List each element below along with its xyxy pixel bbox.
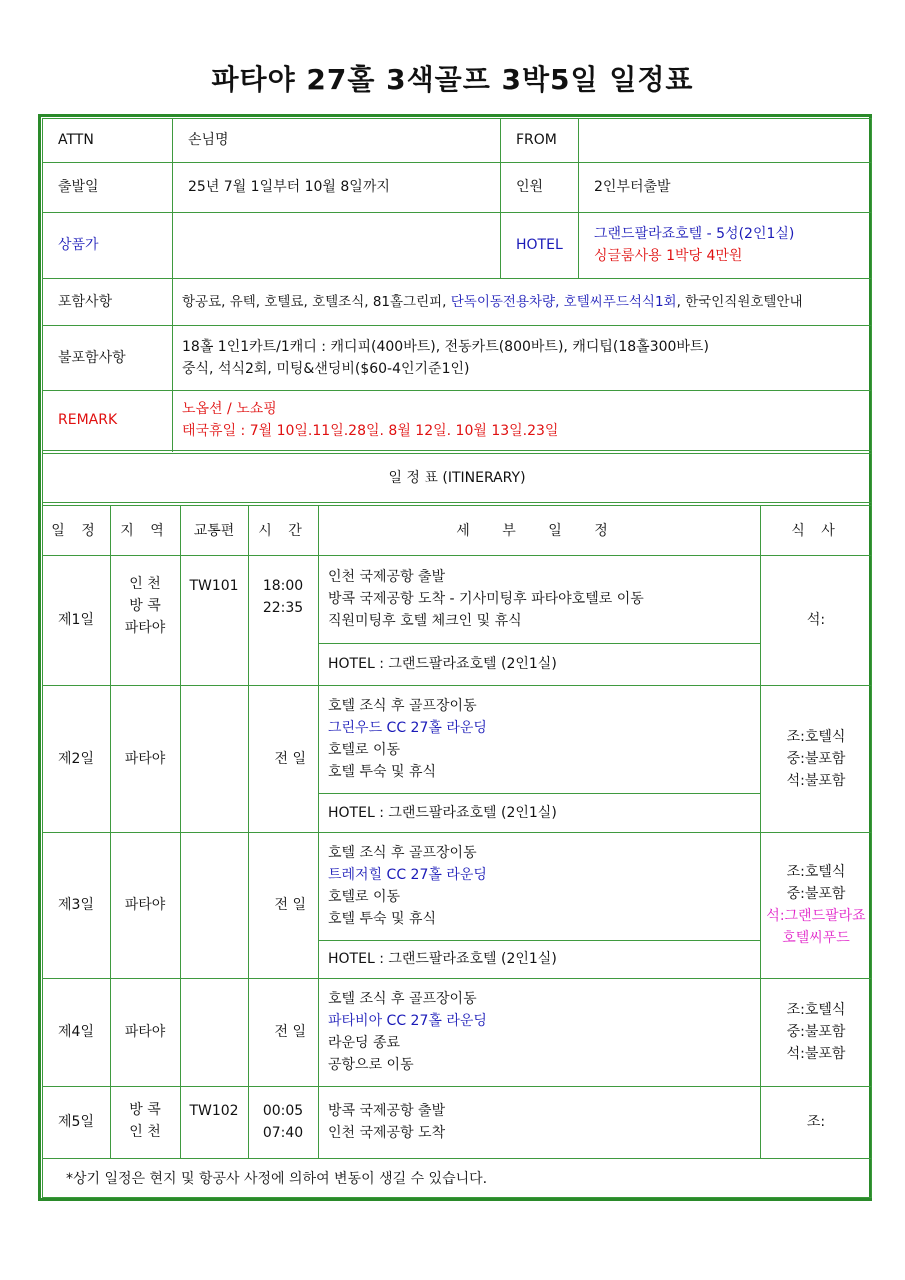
detail-line: 직원미팅후 호텔 체크인 및 휴식 <box>328 613 522 629</box>
include-text-1: 항공료, 유텍, 호텔료, 호텔조식, 81홀그린피, <box>182 293 451 310</box>
day-details <box>318 978 760 1086</box>
day-transport <box>180 685 248 832</box>
from-label: FROM <box>516 132 557 148</box>
day-time: 전 일 <box>274 750 306 767</box>
include-text-3: , 한국인직원호텔안내 <box>676 293 803 310</box>
exclude-value <box>172 325 872 390</box>
day-time <box>248 1100 318 1144</box>
day-time: 전 일 <box>274 1024 306 1040</box>
day-label: 제3일 <box>58 897 94 913</box>
detail-line: 공항으로 이동 <box>328 1057 414 1073</box>
detail-line: 인천 국제공항 출발 <box>328 569 446 585</box>
meal-line: 조:호텔식 <box>786 1002 846 1018</box>
day-hotel: HOTEL : 그랜드팔라죠호텔 (2인1실) <box>328 656 557 672</box>
include-text-2: 단독이동전용차량, 호텔씨푸드석식1회 <box>450 293 677 310</box>
day-region: 파타야 <box>124 750 166 767</box>
meal-line: 조:호텔식 <box>786 728 846 745</box>
day-meals <box>760 978 872 1086</box>
page-title: 파타야 27홀 3색골프 3박5일 일정표 <box>211 63 694 96</box>
meal-line: 조: <box>806 1114 826 1130</box>
header-transport: 교통편 <box>193 522 235 539</box>
meal-line: 중:불포함 <box>786 750 846 767</box>
single-room-note: 싱글룸사용 1박당 4만원 <box>594 248 743 264</box>
detail-line: 방콕 국제공항 출발 <box>328 1103 446 1119</box>
golf-course-line: 그린우드 CC 27홀 라운딩 <box>328 720 487 736</box>
header-region: 지 역 <box>120 522 170 539</box>
time-line: 00:05 <box>262 1103 304 1119</box>
day-region <box>110 573 180 639</box>
remark-value <box>172 390 872 450</box>
remark-label: REMARK <box>58 412 118 428</box>
meal-line: 중:불포함 <box>786 1024 846 1040</box>
day-region: 파타야 <box>124 1024 166 1040</box>
header-details: 세 부 일 정 <box>456 522 622 539</box>
hotel-name: 그랜드팔라죠호텔 - 5성(2인1실) <box>594 226 795 242</box>
day-details <box>318 685 760 793</box>
detail-line: 호텔 투숙 및 휴식 <box>328 911 437 927</box>
day-label: 제5일 <box>58 1114 94 1130</box>
day-region: 파타야 <box>124 897 166 913</box>
header-meals: 식 사 <box>791 522 841 539</box>
depart-label: 출발일 <box>58 179 99 195</box>
include-label: 포함사항 <box>58 293 113 310</box>
day-region <box>110 1099 180 1143</box>
footer-note: *상기 일정은 현지 및 항공사 사정에 의하여 변동이 생길 수 있습니다. <box>66 1171 488 1187</box>
day-meals <box>760 1086 872 1158</box>
people-value: 2인부터출발 <box>594 179 671 195</box>
meal-line: 석:불포함 <box>786 772 846 789</box>
meal-line: 조:호텔식 <box>786 864 846 880</box>
detail-line: 라운딩 종료 <box>328 1035 401 1051</box>
meal-line: 석:불포함 <box>786 1046 846 1062</box>
meal-line-special: 석:그랜드팔라죠 <box>766 908 866 924</box>
detail-line: 방콕 국제공항 도착 - 기사미팅후 파타야호텔로 이동 <box>328 591 644 607</box>
region-line: 방 콕 <box>129 1102 161 1118</box>
attn-value: 손님명 <box>188 132 229 148</box>
day-label: 제1일 <box>58 612 94 628</box>
depart-value: 25년 7월 1일부터 10월 8일까지 <box>188 179 390 195</box>
detail-line: 호텔 조식 후 골프장이동 <box>328 845 477 861</box>
price-value <box>172 212 500 278</box>
exclude-line-1: 18홀 1인1카트/1캐디 : 캐디피(400바트), 전동카트(800바트), 캐디팁(18홀300바트) <box>182 338 709 355</box>
meal-line: 석: <box>806 612 826 628</box>
price-label: 상품가 <box>58 237 99 253</box>
detail-line: 호텔 조식 후 골프장이동 <box>328 991 477 1007</box>
detail-line: 호텔로 이동 <box>328 742 401 758</box>
detail-line: 호텔로 이동 <box>328 889 401 905</box>
remark-line-2: 태국휴일 : 7월 10일.11일.28일. 8월 12일. 10월 13일.23일 <box>182 423 559 439</box>
region-line: 파타야 <box>124 620 166 636</box>
day-transport <box>180 832 248 978</box>
header-day: 일 정 <box>51 522 101 539</box>
people-label: 인원 <box>516 179 544 195</box>
detail-line: 호텔 조식 후 골프장이동 <box>328 698 477 714</box>
day-transport <box>180 978 248 1086</box>
meal-line-special: 호텔씨푸드 <box>782 930 850 946</box>
day-hotel: HOTEL : 그랜드팔라죠호텔 (2인1실) <box>328 804 557 821</box>
golf-course-line: 파타비아 CC 27홀 라운딩 <box>328 1013 487 1029</box>
golf-course-line: 트레저힐 CC 27홀 라운딩 <box>328 867 487 883</box>
day-label: 제2일 <box>58 750 94 767</box>
region-line: 방 콕 <box>129 598 161 614</box>
include-value <box>172 278 872 325</box>
remark-line-1: 노옵션 / 노쇼핑 <box>182 401 277 417</box>
attn-label: ATTN <box>58 132 94 148</box>
meal-line: 중:불포함 <box>786 886 846 902</box>
itinerary-title: 일 정 표 (ITINERARY) <box>388 470 526 486</box>
day-details <box>318 555 760 643</box>
from-value <box>578 118 872 162</box>
exclude-label: 불포함사항 <box>58 349 126 366</box>
hotel-label: HOTEL <box>516 237 563 253</box>
day-meals <box>760 685 872 832</box>
region-line: 인 천 <box>129 576 161 592</box>
day-details <box>318 1086 760 1158</box>
hotel-value <box>578 212 872 278</box>
day-time: 전 일 <box>274 897 306 913</box>
day-label: 제4일 <box>58 1024 94 1040</box>
exclude-line-2: 중식, 석식2회, 미팅&샌딩비($60-4인기준1인) <box>182 360 470 377</box>
day-meals <box>760 555 872 685</box>
region-line: 인 천 <box>129 1124 161 1140</box>
day-hotel: HOTEL : 그랜드팔라죠호텔 (2인1실) <box>328 951 557 967</box>
day-transport: TW102 <box>189 1103 239 1119</box>
header-time: 시 간 <box>258 522 308 539</box>
day-meals <box>760 832 872 978</box>
time-line: 18:00 <box>262 578 304 594</box>
detail-line: 호텔 투숙 및 휴식 <box>328 764 437 780</box>
detail-line: 인천 국제공항 도착 <box>328 1125 446 1141</box>
day-transport: TW101 <box>189 578 239 594</box>
time-line: 07:40 <box>262 1125 304 1141</box>
time-line: 22:35 <box>262 600 304 616</box>
day-details <box>318 832 760 940</box>
day-time <box>248 575 318 619</box>
